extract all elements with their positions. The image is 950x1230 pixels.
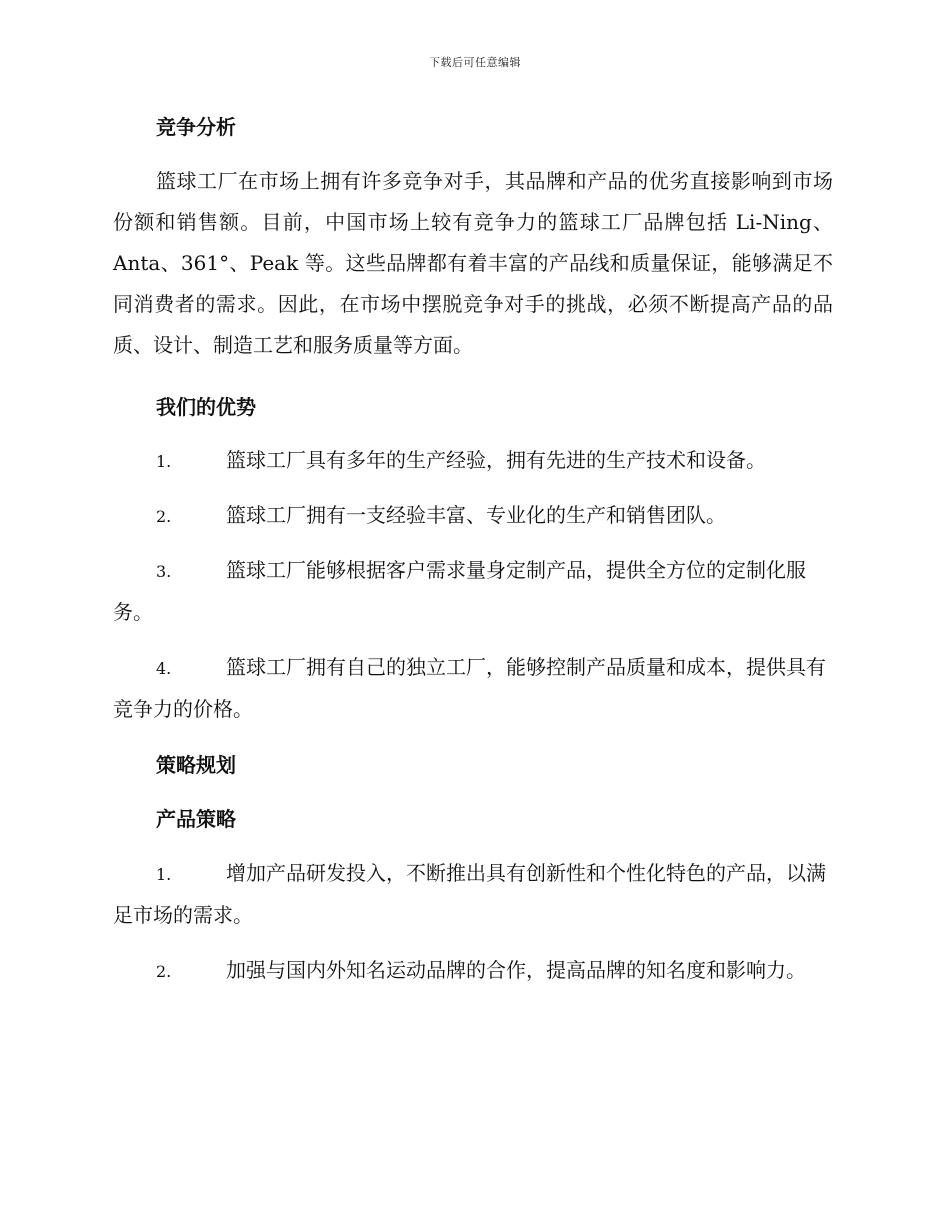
list-item-advantage-3 (113, 550, 833, 633)
list-item-advantage-2 (113, 495, 833, 537)
list-text: 篮球工厂具有多年的生产经验，拥有先进的生产技术和设备。 (226, 448, 766, 472)
list-number: 2. (156, 507, 172, 526)
list-text: 篮球工厂拥有自己的独立工厂，能够控制产品质量和成本，提供具有竞争力的价格。 (113, 655, 826, 721)
list-number: 3. (156, 562, 172, 581)
heading-advantages: 我们的优势 (156, 395, 256, 419)
list-text: 篮球工厂拥有一支经验丰富、专业化的生产和销售团队。 (226, 503, 726, 527)
list-number: 1. (156, 865, 172, 884)
page-header: 下载后可任意编辑 (429, 56, 521, 69)
list-number: 1. (156, 452, 172, 471)
list-item-product-1 (113, 853, 833, 936)
list-item-product-2 (113, 950, 833, 992)
list-text: 篮球工厂能够根据客户需求量身定制产品，提供全方位的定制化服务。 (113, 558, 806, 624)
heading-product-strategy: 产品策略 (156, 807, 236, 831)
list-item-advantage-1 (113, 440, 833, 482)
list-text: 加强与国内外知名运动品牌的合作，提高品牌的知名度和影响力。 (226, 958, 806, 982)
list-number: 4. (156, 659, 172, 678)
heading-competition: 竞争分析 (156, 115, 236, 139)
list-number: 2. (156, 962, 172, 981)
list-text: 增加产品研发投入，不断推出具有创新性和个性化特色的产品，以满足市场的需求。 (113, 861, 826, 927)
paragraph-competition: 篮球工厂在市场上拥有许多竞争对手，其品牌和产品的优劣直接影响到市场份额和销售额。目前，中国市场上较有竞争力的篮球工厂品牌包括 Li-Ning、Anta、361°、Peak 等。这些品牌都有着丰富的产品线和质量保证，能够满足不同消费者的需求。因此，在市场中摆脱竞争对手的挑战，必须不断提高产品的品质、设计、制造工艺和服务质量等方面。 (113, 169, 833, 357)
heading-strategy: 策略规划 (156, 753, 236, 777)
list-item-advantage-4 (113, 647, 833, 730)
